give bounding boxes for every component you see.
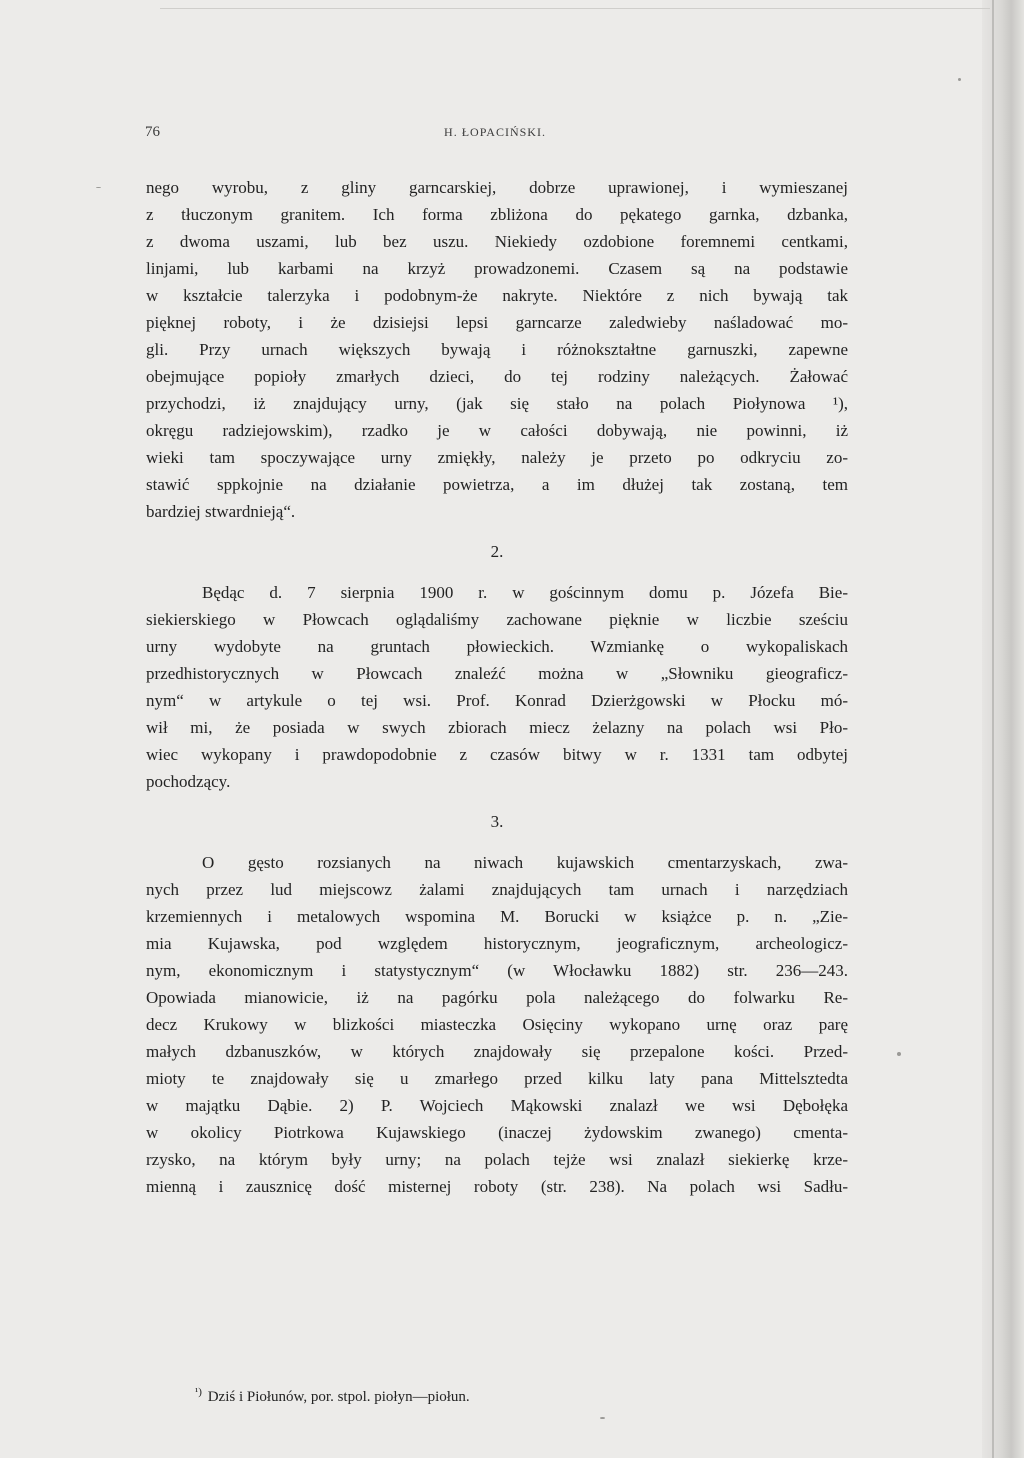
running-head: H. ŁOPACIŃSKI. xyxy=(444,125,546,139)
text-line: w kształcie talerzyka i podobnym-że nakryte. Niektóre z nich bywają tak xyxy=(146,286,848,305)
text-line: wieki tam spoczywające urny zmiękły, należy je przeto po odkryciu zo- xyxy=(146,448,848,467)
text-line: nych przez lud miejscowz żalami znajdujących tam urnach i narzędziach xyxy=(146,880,848,899)
footnote-text: Dziś i Piołunów, por. stpol. piołyn—piołun. xyxy=(207,1389,470,1405)
text-line: wił mi, że posiada w swych zbiorach miecz żelazny na polach wsi Pło- xyxy=(146,718,848,737)
binding-edge xyxy=(982,0,1024,1458)
scan-speck xyxy=(96,187,101,188)
text-line: nym“ w artykule o tej wsi. Prof. Konrad Dzierżgowski w Płocku mó- xyxy=(146,691,848,710)
text-line: z dwoma uszami, lub bez uszu. Niekiedy ozdobione foremnemi centkami, xyxy=(146,232,848,251)
text-line: linjami, lub karbami na krzyż prowadzonemi. Czasem są na podstawie xyxy=(146,259,848,278)
text-line: mia Kujawska, pod względem historycznym, jeograficznym, archeologicz- xyxy=(146,934,848,953)
text-line: nego wyrobu, z gliny garncarskiej, dobrze uprawionej, i wymieszanej xyxy=(146,178,848,197)
footnote-mark: ¹) xyxy=(195,1386,202,1398)
scan-speck xyxy=(958,78,961,81)
text-line: z tłuczonym granitem. Ich forma zbliżona do pękatego garnka, dzbanka, xyxy=(146,205,848,224)
text-line: bardziej stwardnieją“. xyxy=(146,502,296,521)
text-line: pięknej roboty, i że dzisiejsi lepsi garncarze zaledwieby naśladować mo- xyxy=(146,313,848,332)
section-number: 3. xyxy=(490,812,504,831)
scan-speck xyxy=(897,1052,901,1056)
text-line: mioty te znajdowały się u zmarłego przed kilku laty pana Mittelsztedta xyxy=(146,1069,848,1088)
text-line: urny wydobyte na gruntach płowieckich. Wzmiankę o wykopaliskach xyxy=(146,637,848,656)
page-number: 76 xyxy=(145,124,160,140)
text-line: gli. Przy urnach większych bywają i różnokształtne garnuszki, zapewne xyxy=(146,340,848,359)
text-line: siekierskiego w Płowcach oglądaliśmy zachowane pięknie w liczbie sześciu xyxy=(146,610,848,629)
body-text xyxy=(146,174,848,1200)
text-line: w okolicy Piotrkowa Kujawskiego (inaczej żydowskim zwanego) cmenta- xyxy=(146,1123,848,1142)
text-line: wiec wykopany i prawdopodobnie z czasów bitwy w r. 1331 tam odbytej xyxy=(146,745,848,764)
section-number: 2. xyxy=(490,542,504,561)
text-line: O gęsto rozsianych na niwach kujawskich cmentarzyskach, zwa- xyxy=(202,853,848,872)
text-line: nym, ekonomicznym i statystycznym“ (w Włocławku 1882) str. 236—243. xyxy=(146,961,848,980)
text-line: pochodzący. xyxy=(146,772,231,791)
text-line: w majątku Dąbie. 2) P. Wojciech Mąkowski znalazł we wsi Dębołęka xyxy=(146,1096,848,1115)
text-line: rzysko, na którym były urny; na polach tejże wsi znalazł siekierkę krze- xyxy=(146,1150,848,1169)
top-edge-line xyxy=(160,8,990,9)
footnote xyxy=(195,1381,470,1408)
page-header xyxy=(145,124,845,146)
scan-speck xyxy=(600,1417,605,1419)
text-line: Będąc d. 7 sierpnia 1900 r. w gościnnym domu p. Józefa Bie- xyxy=(202,583,848,602)
text-line: przychodzi, iż znajdujący urny, (jak się stało na polach Piołynowa ¹), xyxy=(146,394,848,413)
text-line: okręgu radziejowskim), rzadko je w całości dobywają, nie powinni, iż xyxy=(146,421,848,440)
text-line: decz Krukowy w blizkości miasteczka Osięciny wykopano urnę oraz parę xyxy=(146,1015,848,1034)
text-line: przedhistorycznych w Płowcach znaleźć można w „Słowniku gieograficz- xyxy=(146,664,848,683)
binding-shadow-line xyxy=(992,0,994,1458)
text-line: obejmujące popioły zmarłych dzieci, do tej rodziny należących. Żałować xyxy=(146,367,848,386)
text-line: krzemiennych i metalowych wspomina M. Borucki w książce p. n. „Zie- xyxy=(146,907,848,926)
text-line: mienną i zausznicę dość misternej roboty (str. 238). Na polach wsi Sadłu- xyxy=(146,1177,848,1196)
text-line: małych dzbanuszków, w których znajdowały się przepalone kości. Przed- xyxy=(146,1042,848,1061)
text-line: stawić sppkojnie na działanie powietrza, a im dłużej tak zostaną, tem xyxy=(146,475,848,494)
text-line: Opowiada mianowicie, iż na pagórku pola należącego do folwarku Re- xyxy=(146,988,848,1007)
